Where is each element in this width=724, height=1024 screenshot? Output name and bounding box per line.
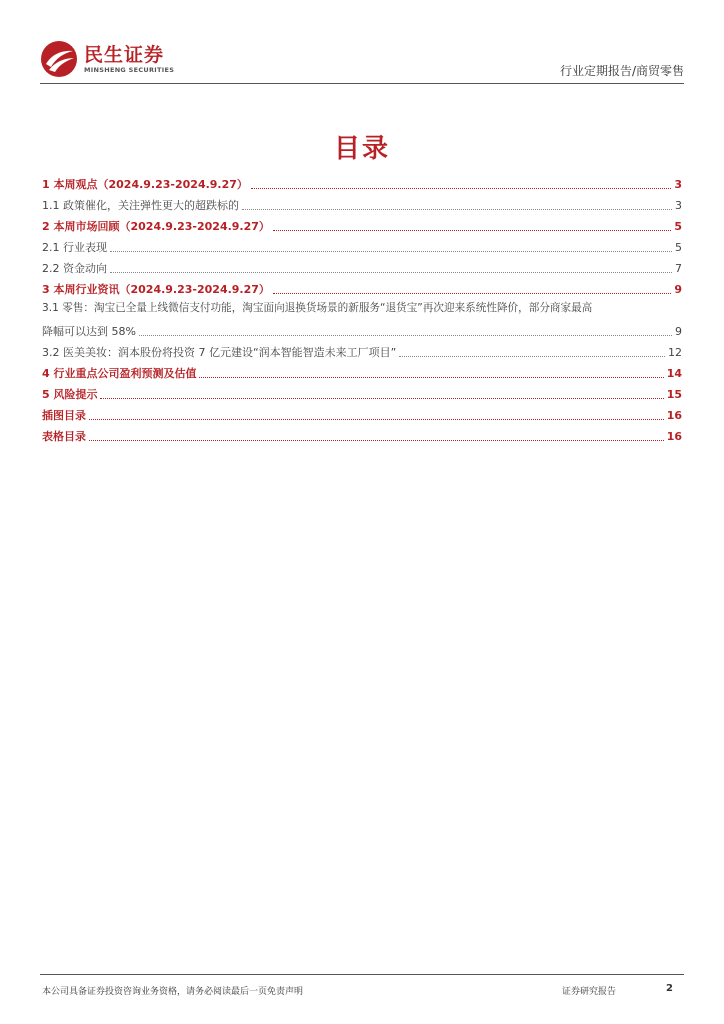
toc-entry[interactable]: [42, 235, 682, 256]
toc-entry-text: 1 本周观点（2024.9.23-2024.9.27）: [42, 178, 248, 191]
toc-leader: [251, 188, 671, 189]
logo-chinese-name: 民生证券: [84, 43, 165, 66]
toc-entry[interactable]: [42, 361, 682, 382]
toc-leader: [199, 377, 663, 378]
table-of-contents: [42, 172, 682, 445]
toc-entry[interactable]: [42, 256, 682, 277]
header-divider: [40, 83, 684, 84]
logo-english-name: MINSHENG SECURITIES: [84, 65, 175, 74]
toc-entry-page: 3: [674, 178, 682, 191]
toc-leader: [89, 419, 664, 420]
minsheng-logo-icon: [40, 40, 78, 78]
toc-entry[interactable]: [42, 424, 682, 445]
toc-entry-text: 4 行业重点公司盈利预测及估值: [42, 367, 197, 380]
toc-entry[interactable]: [42, 298, 682, 340]
toc-entry[interactable]: [42, 382, 682, 403]
toc-leader: [273, 293, 671, 294]
toc-entry-page: 5: [675, 241, 682, 254]
toc-entry-page: 12: [668, 346, 682, 359]
toc-entry-page: 9: [675, 325, 682, 338]
footer-doc-type: 证券研究报告: [562, 987, 617, 997]
toc-entry[interactable]: [42, 277, 682, 298]
toc-leader: [110, 251, 672, 252]
toc-entry[interactable]: [42, 193, 682, 214]
toc-entry[interactable]: [42, 214, 682, 235]
footer-disclaimer: 本公司具备证券投资咨询业务资格，请务必阅读最后一页免责声明: [42, 987, 304, 997]
toc-leader: [399, 356, 665, 357]
toc-entry-text: 1.1 政策催化，关注弹性更大的超跌标的: [42, 199, 239, 212]
toc-entry-text: 2 本周市场回顾（2024.9.23-2024.9.27）: [42, 220, 270, 233]
toc-entry-text-line1: 3.1 零售：淘宝已全量上线微信支付功能，淘宝面向退换货场景的新服务“退货宝”再次迎来系统性降价，部分商家最高: [42, 302, 593, 314]
toc-leader: [110, 272, 672, 273]
toc-entry-page: 14: [666, 367, 682, 380]
toc-entry-text: 2.2 资金动向: [42, 262, 107, 275]
toc-title: 目录: [333, 134, 390, 164]
toc-entry-text: 插图目录: [42, 409, 86, 422]
toc-leader: [273, 230, 671, 231]
toc-entry[interactable]: [42, 403, 682, 424]
page-header: [40, 40, 684, 82]
report-type: 行业定期报告/商贸零售: [559, 64, 684, 78]
toc-entry-text: 3 本周行业资讯（2024.9.23-2024.9.27）: [42, 283, 270, 296]
toc-leader: [100, 398, 663, 399]
toc-entry-page: 3: [675, 199, 682, 212]
toc-leader: [89, 440, 664, 441]
company-logo: [40, 40, 174, 78]
toc-entry-text: 3.2 医美美妆：润本股份将投资 7 亿元建设“润本智能智造未来工厂项目”: [42, 346, 397, 359]
toc-leader: [242, 209, 672, 210]
toc-entry[interactable]: [42, 172, 682, 193]
toc-entry-page: 16: [666, 430, 682, 443]
toc-entry-page: 9: [674, 283, 682, 296]
toc-entry[interactable]: [42, 340, 682, 361]
toc-entry-text: 2.1 行业表现: [42, 241, 107, 254]
toc-leader: [139, 335, 672, 336]
toc-entry-page: 15: [666, 388, 682, 401]
page-number: 2: [666, 983, 673, 994]
toc-entry-page: 5: [674, 220, 682, 233]
toc-entry-page: 7: [675, 262, 682, 275]
toc-entry-text-line2: 降幅可以达到 58%: [42, 325, 136, 338]
toc-entry-text: 5 风险提示: [42, 388, 98, 401]
toc-entry-page: 16: [666, 409, 682, 422]
toc-entry-text: 表格目录: [42, 430, 86, 443]
footer-divider: [40, 974, 684, 975]
